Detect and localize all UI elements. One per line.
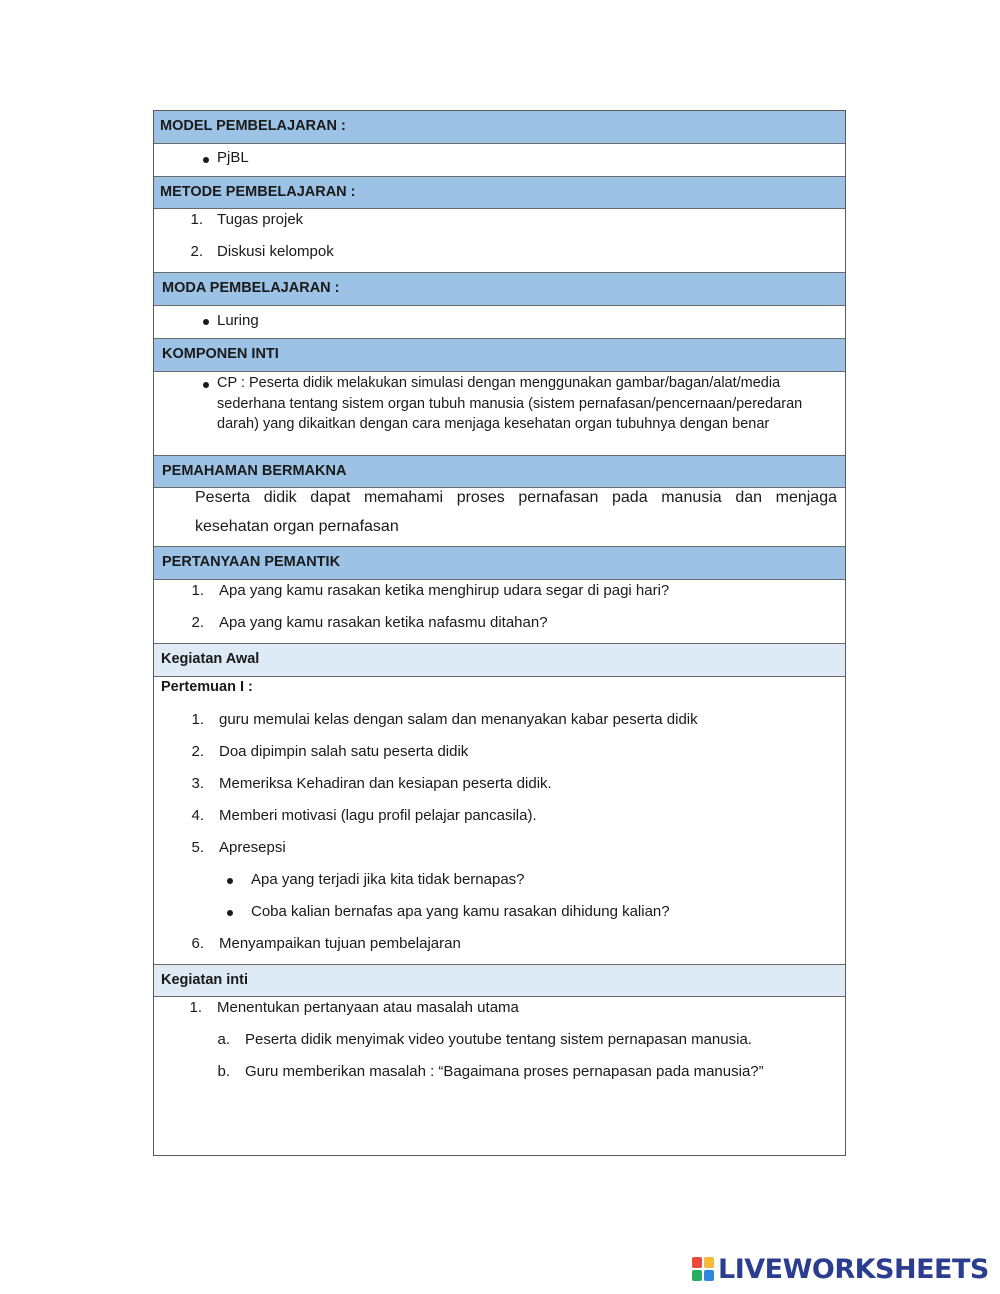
model-row — [154, 144, 845, 177]
bullet-icon — [203, 382, 209, 388]
model-item: PjBL — [217, 149, 249, 166]
apersepsi-item-2: Coba kalian bernafas apa yang kamu rasakan dihidung kalian? — [251, 903, 670, 920]
awal-item-3: Memeriksa Kehadiran dan kesiapan peserta didik. — [219, 775, 552, 792]
inti-letter-b: b. — [217, 1063, 230, 1080]
metode-item-1: Tugas projek — [217, 211, 304, 228]
pertanyaan-number-2: 2. — [191, 614, 204, 631]
logo-square-green — [692, 1270, 702, 1281]
apersepsi-item-1: Apa yang terjadi jika kita tidak bernapas? — [251, 871, 525, 888]
pertanyaan-item-1: Apa yang kamu rasakan ketika menghirup udara segar di pagi hari? — [219, 582, 670, 599]
kegiatan-awal-header: Kegiatan Awal — [154, 644, 845, 677]
pertanyaan-number-1: 1. — [191, 582, 204, 599]
bullet-icon — [203, 157, 209, 163]
metode-number-1: 1. — [190, 211, 203, 228]
metode-number-2: 2. — [190, 243, 203, 260]
kegiatan-awal-row — [154, 677, 845, 965]
cp-text: CP : Peserta didik melakukan simulasi dengan menggunakan gambar/bagan/alat/media sederhana tentang sistem organ tubuh manusia (sistem pernafasan/pencernaan/peredaran darah) yang dikaitkan dengan cara menjaga kesehatan organ tubuhnya dengan benar — [217, 375, 803, 432]
awal-number-3: 3. — [191, 775, 204, 792]
bullet-icon — [227, 910, 233, 916]
awal-number-4: 4. — [191, 807, 204, 824]
awal-item-1: guru memulai kelas dengan salam dan menanyakan kabar peserta didik — [219, 711, 698, 728]
awal-item-4: Memberi motivasi (lagu profil pelajar pancasila). — [219, 807, 537, 824]
model-header: MODEL PEMBELAJARAN : — [154, 111, 845, 144]
awal-number-6: 6. — [191, 935, 204, 952]
pemahaman-header: PEMAHAMAN BERMAKNA — [154, 456, 845, 488]
bullet-icon — [203, 319, 209, 325]
moda-row — [154, 306, 845, 339]
logo-square-yellow — [704, 1257, 714, 1268]
komponen-row — [154, 372, 845, 456]
pertemuan-label: Pertemuan I : — [161, 679, 253, 695]
moda-item: Luring — [217, 312, 259, 329]
metode-row — [154, 209, 845, 273]
pertanyaan-header: PERTANYAAN PEMANTIK — [154, 547, 845, 580]
metode-item-2: Diskusi kelompok — [217, 243, 334, 260]
inti-sub-b: Guru memberikan masalah : “Bagaimana proses pernapasan pada manusia?” — [245, 1063, 764, 1080]
logo-square-red — [692, 1257, 702, 1268]
pertanyaan-item-2: Apa yang kamu rasakan ketika nafasmu ditahan? — [219, 614, 548, 631]
awal-number-5: 5. — [191, 839, 204, 856]
pertanyaan-row — [154, 580, 845, 644]
inti-letter-a: a. — [217, 1031, 230, 1048]
kegiatan-inti-row — [154, 997, 845, 1155]
awal-number-2: 2. — [191, 743, 204, 760]
bullet-icon — [227, 878, 233, 884]
awal-item-5: Apresepsi — [219, 839, 286, 856]
pemahaman-line-2: kesehatan organ pernafasan — [195, 518, 399, 535]
inti-number-1: 1. — [189, 999, 202, 1016]
liveworksheets-logo-icon — [692, 1257, 714, 1281]
kegiatan-inti-header: Kegiatan inti — [154, 965, 845, 997]
metode-header: METODE PEMBELAJARAN : — [154, 177, 845, 209]
komponen-header: KOMPONEN INTI — [154, 339, 845, 372]
awal-item-6: Menyampaikan tujuan pembelajaran — [219, 935, 461, 952]
liveworksheets-logo-text: LIVEWORKSHEETS — [718, 1253, 989, 1285]
lesson-plan-table — [153, 110, 846, 1156]
moda-header: MODA PEMBELAJARAN : — [154, 273, 845, 306]
inti-item-1: Menentukan pertanyaan atau masalah utama — [217, 999, 519, 1016]
awal-number-1: 1. — [191, 711, 204, 728]
pemahaman-line-1: Peserta didik dapat memahami proses pernafasan pada manusia dan menjaga — [195, 489, 837, 506]
liveworksheets-logo[interactable] — [692, 1254, 989, 1284]
inti-sub-a: Peserta didik menyimak video youtube tentang sistem pernapasan manusia. — [245, 1031, 752, 1048]
logo-square-blue — [704, 1270, 714, 1281]
pemahaman-row — [154, 488, 845, 547]
awal-item-2: Doa dipimpin salah satu peserta didik — [219, 743, 469, 760]
